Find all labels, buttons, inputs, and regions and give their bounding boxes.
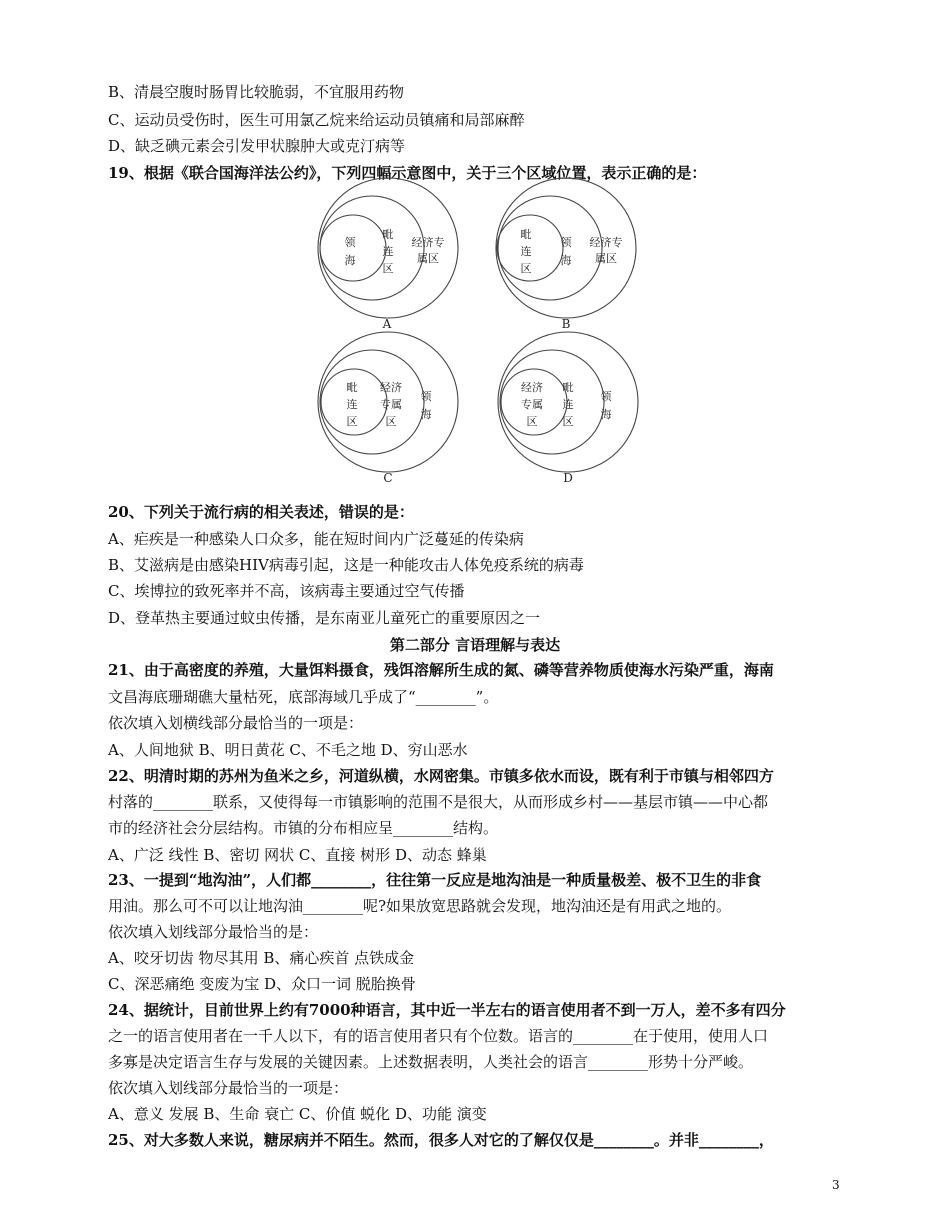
q20-option-c: C、埃博拉的致死率并不高，该病毒主要通过空气传播 [108, 582, 465, 600]
diagram-a [318, 178, 458, 331]
q20-option-a: A、疟疾是一种感染人口众多，能在短时间内广泛蔓延的传染病 [108, 530, 524, 548]
label: 区 [526, 415, 538, 428]
q21-stem-line-1: 21、由于高密度的养殖，大量饵料摄食，残饵溶解所生成的氮、磷等营养物质使海水污染严重，海南 [108, 661, 774, 679]
label: 区 [382, 262, 394, 275]
q22-line-2: 村落的________联系，又使得每一市镇影响的范围不是很大，从而形成乡村——基层市镇——中心都 [108, 793, 769, 811]
q18-option-c: C、运动员受伤时，医生可用氯乙烷来给运动员镇痛和局部麻醉 [108, 111, 525, 129]
q23-options-2: C、深恶痛绝 变废为宝 D、众口一词 脱胎换骨 [108, 975, 416, 993]
label: 海 [600, 408, 612, 421]
label: 海 [420, 408, 432, 421]
label: 海 [560, 254, 572, 267]
diagram-b [496, 178, 636, 331]
label: 毗 [346, 381, 358, 394]
label: 区 [385, 415, 397, 428]
label: 属区 [417, 252, 439, 265]
q24-instruction: 依次填入划线部分最恰当的一项是： [108, 1079, 349, 1097]
label: 区 [520, 262, 532, 275]
q18-option-d: D、缺乏碘元素会引发甲状腺肿大或克汀病等 [108, 137, 406, 155]
label: 领 [420, 390, 432, 403]
label: 领 [600, 390, 612, 403]
q23-line-1: 23、一提到“地沟油”，人们都________，往往第一反应是地沟油是一种质量极差、极不卫生的非食 [108, 871, 762, 889]
q22-line-3: 市的经济社会分层结构。市镇的分布相应呈________结构。 [108, 819, 499, 837]
q23-instruction: 依次填入划线部分最恰当的是： [108, 923, 319, 941]
label: 专属 [521, 398, 543, 411]
label: 连 [520, 245, 532, 258]
q22-line-1: 22、明清时期的苏州为鱼米之乡，河道纵横，水网密集。市镇多依水而设，既有利于市镇与相邻四方 [108, 767, 774, 785]
label: 领 [560, 236, 572, 249]
label: 连 [562, 398, 574, 411]
q22-options: A、广泛 线性 B、密切 网状 C、直接 树形 D、动态 蜂巢 [108, 846, 487, 864]
label: 经济专 [411, 236, 445, 249]
q21-stem-line-2: 文昌海底珊瑚礁大量枯死，底部海域几乎成了“________”。 [108, 688, 499, 706]
label: 毗 [382, 228, 394, 241]
caption: A [382, 317, 392, 331]
middle-circle [320, 196, 424, 300]
q24-line-2: 之一的语言使用者在一千人以下，有的语言使用者只有个位数。语言的________在于使用，使用人口 [108, 1027, 769, 1045]
caption: C [383, 471, 393, 485]
q23-line-2: 用油。那么可不可以让地沟油________呢?如果放宽思路就会发现，地沟油还是有用武之地的。 [108, 897, 732, 915]
diagram-c [318, 332, 458, 485]
label: 经济 [521, 381, 543, 394]
page-number: 3 [832, 1178, 840, 1192]
label: 毗 [520, 228, 532, 241]
q24-options: A、意义 发展 B、生命 衰亡 C、价值 蜕化 D、功能 演变 [108, 1105, 487, 1123]
caption: D [563, 471, 573, 485]
label: 经济专 [589, 236, 623, 249]
label: 连 [382, 245, 394, 258]
label: 连 [346, 398, 358, 411]
q19-stem: 19、根据《联合国海洋法公约》，下列四幅示意图中，关于三个区域位置，表示正确的是： [108, 164, 707, 182]
q20-stem: 20、下列关于流行病的相关表述，错误的是： [108, 503, 414, 521]
caption: B [561, 317, 571, 331]
label: 毗 [562, 381, 574, 394]
q23-options-1: A、咬牙切齿 物尽其用 B、痛心疾首 点铁成金 [108, 949, 415, 967]
q24-line-1: 24、据统计，目前世界上约有7000种语言，其中近一半左右的语言使用者不到一万人，差不多有四分 [108, 1001, 786, 1019]
q21-instruction: 依次填入划横线部分最恰当的一项是： [108, 714, 364, 732]
label: 属区 [595, 252, 617, 265]
label: 经济 [380, 381, 402, 394]
q21-options: A、人间地狱 B、明日黄花 C、不毛之地 D、穷山恶水 [108, 741, 468, 759]
q20-option-d: D、登革热主要通过蚊虫传播，是东南亚儿童死亡的重要原因之一 [108, 609, 541, 627]
label: 专属 [380, 398, 402, 411]
label: 区 [562, 415, 574, 428]
label: 领 [344, 236, 356, 249]
q24-line-3: 多寡是决定语言生存与发展的关键因素。上述数据表明，人类社会的语言________形势十分严峻。 [108, 1053, 754, 1071]
q25-line-1: 25、对大多数人来说，糖尿病并不陌生。然而，很多人对它的了解仅仅是________。并非________， [108, 1131, 774, 1149]
section-title: 第二部分 言语理解与表达 [389, 636, 561, 654]
q18-option-b: B、清晨空腹时肠胃比较脆弱，不宜服用药物 [108, 83, 405, 101]
q20-option-b: B、艾滋病是由感染HIV病毒引起，这是一种能攻击人体免疫系统的病毒 [108, 556, 584, 574]
label: 区 [346, 415, 358, 428]
diagram-d [498, 332, 638, 485]
label: 海 [344, 254, 356, 267]
